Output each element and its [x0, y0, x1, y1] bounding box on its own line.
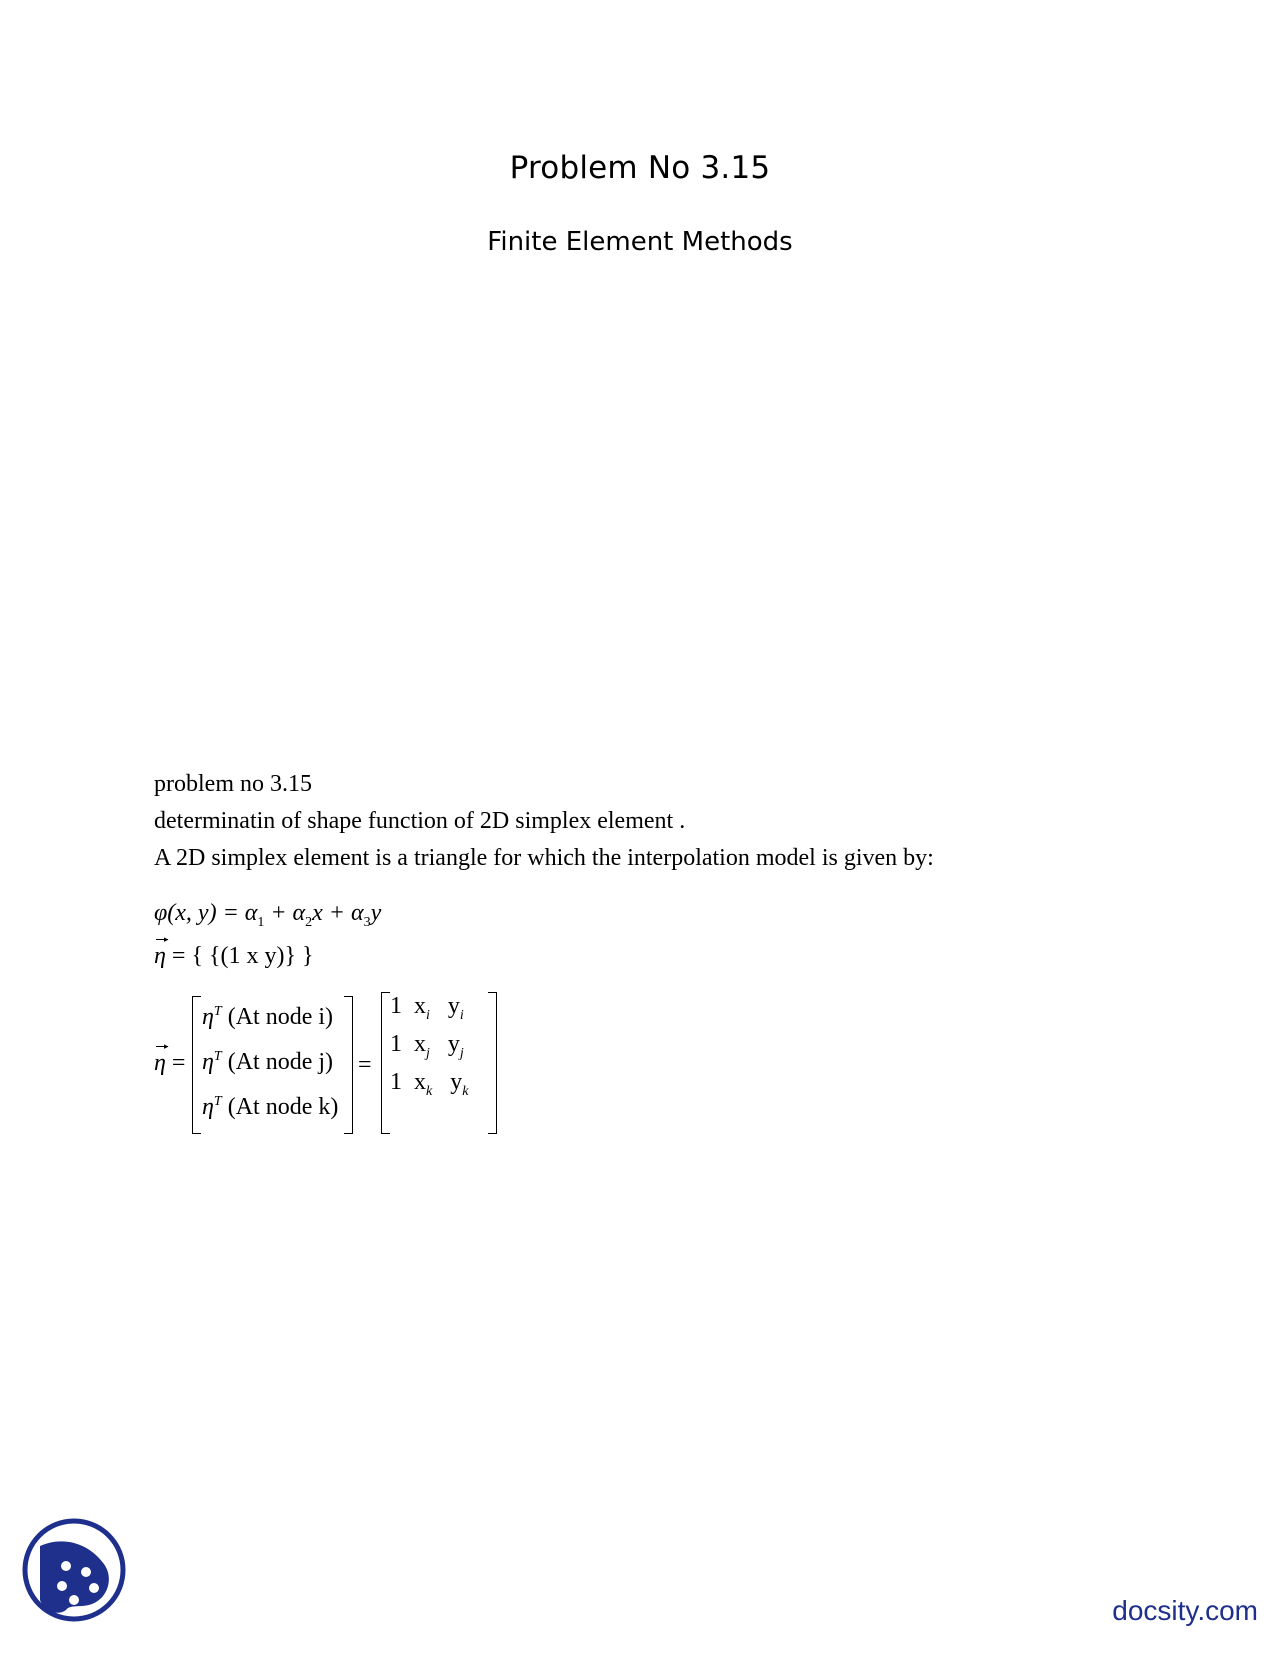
matrix-left-row-3: $\eta^T$ (At node k)	[202, 1094, 339, 1120]
problem-statement: A 2D simplex element is a triangle for which the interpolation model is given by:	[154, 845, 934, 871]
docsity-logo-icon[interactable]	[22, 1518, 126, 1622]
docsity-brand-link[interactable]: docsity.com	[1112, 1595, 1258, 1626]
page-subtitle: Finite Element Methods	[487, 227, 793, 257]
matrix-equals: =	[358, 1052, 372, 1078]
eq1-part2: + α	[270, 900, 306, 926]
equation-eta-vector	[154, 934, 314, 970]
eq1-lhs: φ(x, y) = α	[154, 900, 258, 926]
problem-description: determinatin of shape function of 2D simplex element .	[154, 808, 686, 834]
equation-interpolation-model	[154, 900, 381, 931]
eq1-sub3: 3	[363, 914, 371, 930]
eq1-sub2: 2	[305, 914, 313, 930]
left-matrix-close-bracket	[344, 996, 353, 1134]
eq1-end: y	[370, 900, 382, 926]
eta-matrix-lhs: ▸ η =	[154, 1041, 186, 1076]
matrix-right-row-2: 1 $x_j$ $y_j$	[390, 1031, 464, 1061]
matrix-right-row-3: 1 $x_k$ $y_k$	[390, 1069, 469, 1099]
eq1-part3: x + α	[312, 900, 364, 926]
page-title: Problem No 3.15	[509, 150, 771, 186]
problem-label: problem no 3.15	[154, 771, 312, 797]
matrix-right-row-1: 1 $x_i$ $y_i$	[390, 993, 464, 1023]
eq1-sub1: 1	[257, 914, 265, 930]
matrix-left-row-1: $\eta^T$ (At node i)	[202, 1004, 334, 1030]
right-matrix-close-bracket	[488, 992, 497, 1134]
right-matrix-open-bracket	[381, 992, 390, 1134]
eq2-body: = { {(1 x y)} }	[171, 943, 314, 969]
left-matrix-open-bracket	[192, 996, 201, 1134]
eta-symbol: ▸ η	[154, 934, 169, 969]
matrix-left-row-2: $\eta^T$ (At node j)	[202, 1049, 334, 1075]
